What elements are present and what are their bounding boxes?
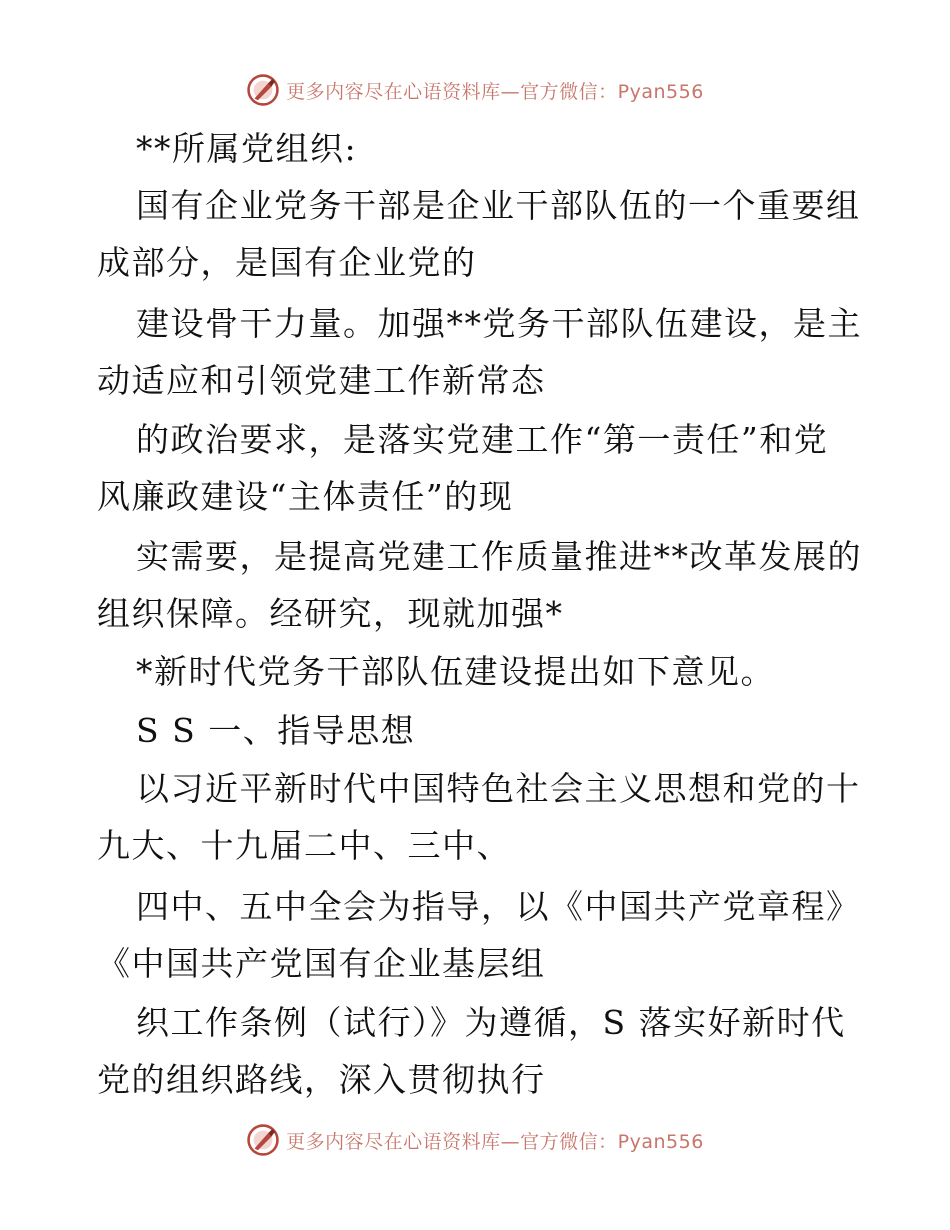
- body-line: 织工作条例（试行）》为遵循，S 落实好新时代: [136, 1003, 846, 1042]
- pen-nib-logo-icon: [246, 73, 280, 107]
- watermark-text: 更多内容尽在心语资料库—官方微信：Pyan556: [286, 80, 704, 103]
- body-line: 建设骨干力量。加强**党务干部队伍建设，是主: [136, 304, 862, 343]
- body-line: 党的组织路线，深入贯彻执行: [97, 1060, 546, 1099]
- header-watermark: [0, 70, 950, 110]
- body-line: 国有企业党务干部是企业干部队伍的一个重要组: [136, 186, 861, 225]
- watermark-text: 更多内容尽在心语资料库—官方微信：Pyan556: [286, 1130, 704, 1153]
- body-line: **所属党组织:: [136, 129, 358, 168]
- body-line: 组织保障。经研究，现就加强*: [97, 594, 564, 633]
- body-line: *新时代党务干部队伍建设提出如下意见。: [136, 652, 775, 691]
- body-line: 风廉政建设“主体责任”的现: [97, 477, 514, 516]
- body-line: 成部分，是国有企业党的: [97, 243, 477, 282]
- body-line: 九大、十九届二中、三中、: [97, 826, 511, 865]
- footer-watermark: [0, 1120, 950, 1160]
- body-line: 以习近平新时代中国特色社会主义思想和党的十: [136, 769, 861, 808]
- body-line: 的政治要求，是落实党建工作“第一责任”和党: [136, 420, 829, 459]
- body-line: 动适应和引领党建工作新常态: [97, 361, 546, 400]
- body-line: 实需要，是提高党建工作质量推进**改革发展的: [136, 537, 862, 576]
- section-heading: S S 一、指导思想: [136, 711, 416, 750]
- body-line: 四中、五中全会为指导，以《中国共产党章程》: [136, 887, 861, 926]
- body-line: 《中国共产党国有企业基层组: [97, 944, 546, 983]
- pen-nib-logo-icon: [246, 1123, 280, 1157]
